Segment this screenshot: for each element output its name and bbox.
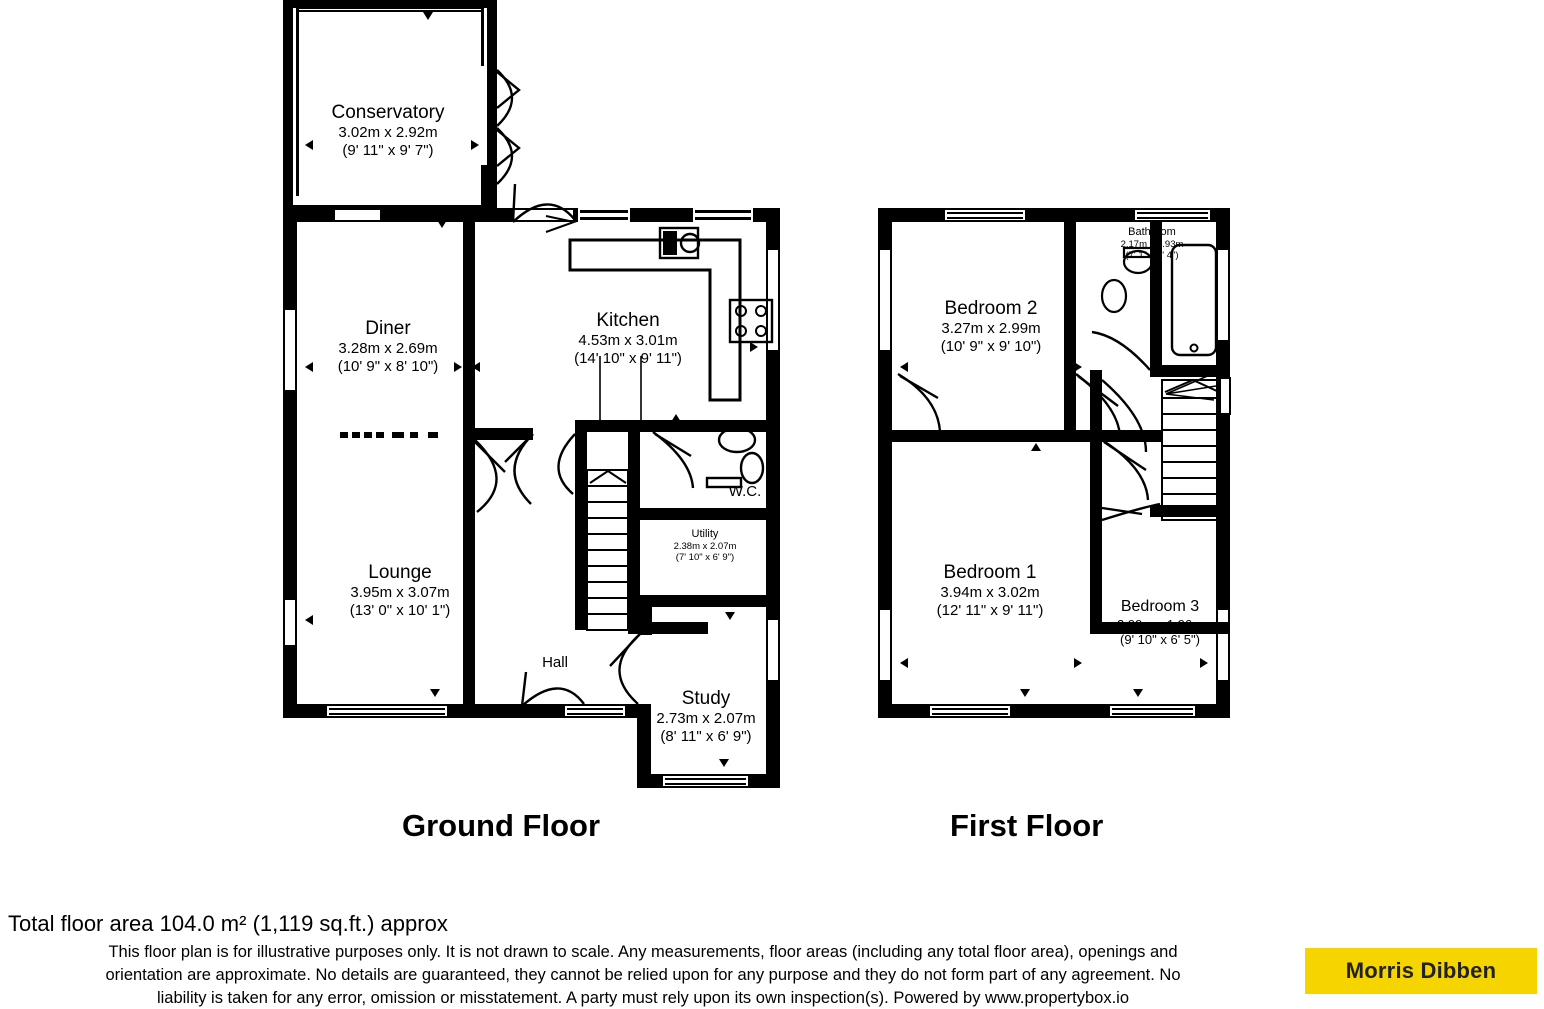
room-dimension-metric: 3.02m x 2.92m [338,124,438,142]
room-label-bathroom [1092,226,1212,261]
room-name: W.C. [728,483,762,500]
room-dimension-imperial: (9' 10" x 6' 5") [1120,632,1200,648]
room-name: Bathroom [1128,226,1176,238]
room-name: Study [681,688,731,709]
room-dimension-imperial: (12' 11" x 9' 11") [936,602,1044,620]
room-dimension-imperial: (7' 10" x 6' 9") [675,552,735,564]
room-label-bedroom-3 [1050,598,1270,648]
room-label-utility [650,528,760,563]
room-dimension-metric: 3.28m x 2.69m [338,340,438,358]
room-dimension-imperial: (10' 9" x 8' 10") [337,358,439,376]
room-name: Diner [365,318,411,339]
room-dimension-imperial: (10' 9" x 9' 10") [940,338,1042,356]
room-name: Bedroom 3 [1120,598,1200,615]
brand-logo-text: Morris Dibben [1345,958,1497,983]
room-dimension-metric: 4.53m x 3.01m [578,332,678,350]
disclaimer-line-1: This floor plan is for illustrative purposes only. It is not drawn to scale. Any measurements, floor areas (including any total floor area), openings and [108,943,1178,961]
room-dimension-metric: 3.95m x 3.07m [350,584,450,602]
room-dimension-metric: 3.27m x 2.99m [941,320,1041,338]
brand-logo [1305,948,1537,994]
room-label-lounge [267,562,533,620]
room-name: Hall [542,654,568,671]
room-label-diner [255,318,521,376]
disclaimer-line-3: liability is taken for any error, omission or misstatement. A party must rely upon its own inspection(s). Powered by www.propertybox.io [156,989,1130,1007]
room-dimension-imperial: (8' 11" x 6' 9") [660,728,752,746]
room-name: Utility [691,528,719,540]
room-dimension-imperial: (13' 0" x 10' 1") [349,602,451,620]
room-dimension-imperial: (7' 1" x 6' 4") [1125,250,1179,262]
room-dimension-imperial: (9' 11" x 9' 7") [342,142,434,160]
room-name: Lounge [368,562,432,583]
room-dimension-metric: 2.17m x 1.93m [1120,238,1184,250]
disclaimer-line-2: orientation are approximate. No details are guaranteed, they cannot be relied upon for any purpose and they do not form part of any agreement. No [105,966,1181,984]
room-label-study [573,688,839,746]
room-dimension-metric: 2.38m x 2.07m [673,540,737,552]
room-dimension-imperial: (14' 10" x 9' 11") [574,350,682,368]
room-label-bedroom-2 [858,298,1124,356]
room-name: Kitchen [596,310,660,331]
room-name: Bedroom 1 [943,562,1037,583]
room-label-kitchen [495,310,761,368]
total-floor-area: Total floor area 104.0 m² (1,119 sq.ft.) approx [8,911,448,936]
floor-title-first: First Floor [950,808,1104,843]
room-name: Conservatory [331,102,445,123]
room-label-hall [500,654,610,672]
room-dimension-metric: 2.73m x 2.07m [656,710,756,728]
floor-title-ground: Ground Floor [402,808,601,843]
room-label-wc [690,483,800,501]
room-label-conservatory [255,102,521,160]
room-dimension-metric: 3.94m x 3.02m [940,584,1040,602]
room-name: Bedroom 2 [944,298,1038,319]
room-dimension-metric: 2.99m x 1.96m [1117,616,1203,632]
